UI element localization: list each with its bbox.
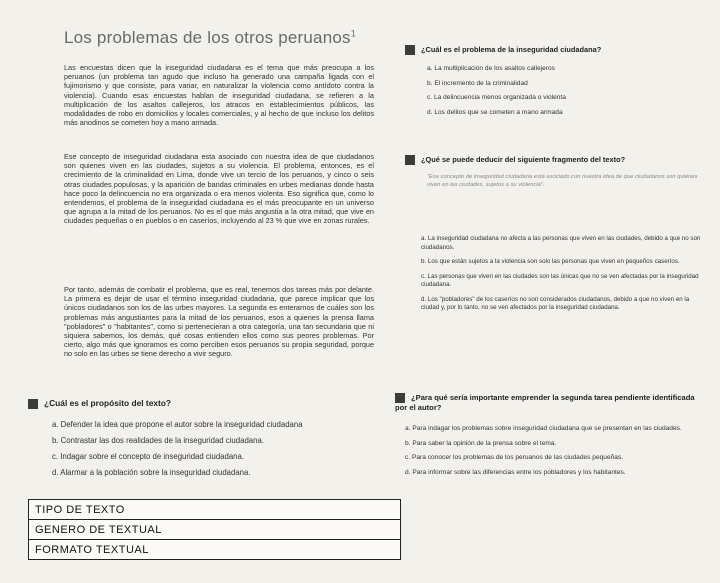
question-4 [395,393,695,412]
question-3-options [52,420,382,484]
option-d[interactable]: d. Los "pobladores" de los caseríos no son considerados ciudadanos, debido a que no viven en la ciudad y, por lo tanto, no se ven afectados por la inseguridad ciudadana. [421,295,690,312]
table-row [29,540,401,560]
option-a[interactable]: a. La inseguridad ciudadana no afecta a las personas que viven en las ciudades, debido a que no son ciudadanos. [421,235,701,251]
table-cell-tipo[interactable]: TIPO DE TEXTO [29,500,401,520]
option-c[interactable]: c. Indagar sobre el concepto de inseguridad ciudadana. [52,452,245,461]
table-row [29,520,401,540]
question-number-icon [28,399,38,409]
option-d[interactable]: d. Para informar sobre las diferencias entre los pobladores y los habitantes. [405,468,626,476]
paragraph-1: Las encuestas dicen que la inseguridad ciudadana es el tema que más preocupa a los peruanos (un problema tan agudo que incluso ha generado una campaña ligada con el fujimorismo y que consiste, para variar, en naturalizar la violencia como antídoto contra la violencia). Cuando esas encuestas hablan de inseguridad ciudadana, se refieren a la multiplicación de los asaltos callejeros, los atracos en establecimientos públicos, las modalidades de robo en domicilios y locales comerciales, y al hecho de que incluso los delitos más anodinos se cometen hoy a mano armada. [64,63,374,128]
title-footnote-mark: 1 [350,28,356,39]
option-a[interactable]: a. Defender la idea que propone el autor sobre la inseguridad ciudadana [52,420,303,429]
question-3 [28,398,171,409]
option-b[interactable]: b. El incremento de la criminalidad [427,79,528,87]
option-a[interactable]: a. Para indagar los problemas sobre inseguridad ciudadana que se presentan en las ciudades. [405,425,682,432]
option-b[interactable]: b. Contrastar las dos realidades de la inseguridad ciudadana. [52,436,264,445]
text-type-table [28,499,401,560]
table-cell-formato[interactable]: FORMATO TEXTUAL [29,540,401,560]
question-4-options [405,425,705,483]
question-1 [405,45,705,123]
option-b[interactable]: b. Los que están sujetos a la violencia son solo las personas que viven en pequeños caseríos. [421,258,680,266]
question-2-options [405,235,705,313]
option-b[interactable]: b. Para saber la opinión de la prensa sobre el tema. [405,439,557,447]
table-row [29,500,401,520]
question-2 [405,155,705,319]
option-c[interactable]: c. Las personas que viven en las ciudades son las únicas que no se ven afectadas por la inseguridad ciudadana. [421,272,699,289]
question-4-text: ¿Para qué sería importante emprender la segunda tarea pendiente identificada por el autor? [395,393,695,412]
option-d[interactable]: d. Los delitos que se cometen a mano armada [427,108,563,116]
question-3-text: ¿Cuál es el propósito del texto? [44,398,172,408]
option-a[interactable]: a. La multiplicación de los asaltos callejeros [427,65,555,73]
option-d[interactable]: d. Alarmar a la población sobre la inseguridad ciudadana. [52,468,251,477]
question-number-icon [395,393,405,403]
option-c[interactable]: c. Para conocer los problemas de los peruanos de las ciudades pequeñas. [405,454,624,461]
question-number-icon [405,155,415,165]
paragraph-3: Por tanto, además de combatir el problema, que es real, tenemos dos tareas más por delante. La primera es dejar de usar el término inseguridad ciudadana, que parece implicar que los únicos ciudadanos son los de las urbes mayores. La segunda es enterarnos de cuáles son los problemas más angustiantes para la mitad de los peruanos, esos a quienes la prensa llama "pobladores" o "habitantes", como si pertenecieran a otra categoría, una tan secundaria que ni siquiera sabemos, los demás, qué cosas entienden ellos como sus peores problemas. Por cierto, algo más que ignoramos es como perciben esos peruanos su propia seguridad, porque no solo en las urbes se tiene derecho a vivir seguro. [64,285,374,359]
quoted-fragment: "Ese concepto de inseguridad ciudadana está asociado con nuestra idea de que ciudadanos son quienes viven en las ciudades, sujetos a su violencia". [427,174,698,189]
question-1-options [405,65,705,117]
table-cell-genero[interactable]: GENERO DE TEXTUAL [29,520,401,540]
page-title: Los problemas de los otros peruanos$^1$ [64,28,356,47]
question-number-icon [405,45,415,55]
paragraph-2: Ese concepto de inseguridad ciudadana esta asociado con nuestra idea de que ciudadanos son quienes viven en las ciudades, sujetos a su violencia. El problema, entonces, es el crecimiento de la criminalidad en Lima, donde vive un tercio de los peruanos, y cinco o seis otras ciudades populosas, y la aparición de bandas criminales en urbes medianas donde hasta hace poco la delincuencia no era organizada o era menos violenta. Eso significa que, como lo entendemos, el problema de la inseguridad ciudadana es el más preocupante en un universo que agrupa a la mitad de los peruanos. No es el que más angustia a la otra mitad, que vive en ciudades pequeñas o en pueblos o en caseríos, incluyendo al 23 % que vive en zonas rurales. [64,152,374,226]
option-c[interactable]: c. La delincuencia menos organizada o violenta [427,94,566,102]
question-2-text: ¿Qué se puede deducir del siguiente fragmento del texto? [421,155,626,164]
question-1-text: ¿Cuál es el problema de la inseguridad ciudadana? [421,45,602,54]
